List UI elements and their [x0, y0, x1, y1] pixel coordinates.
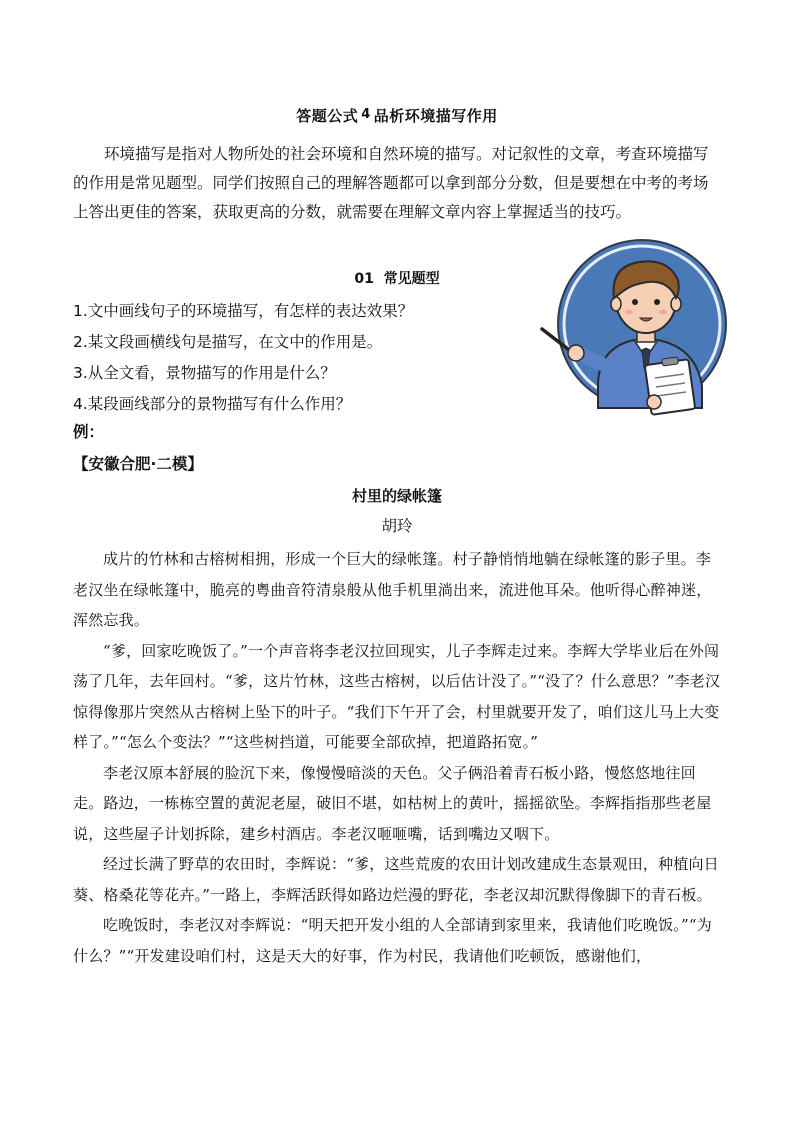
title-number: 4	[361, 107, 371, 122]
question-item: 2.某文段画横线句是描写，在文中的作用是。	[73, 333, 383, 351]
story-body	[73, 544, 723, 971]
question-item: 1.文中画线句子的环境描写，有怎样的表达效果？	[73, 302, 414, 320]
story-paragraph: “爹，回家吃晚饭了。”一个声音将李老汉拉回现实，儿子李辉走过来。李辉大学毕业后在外闯荡了几年，去年回村。“爹，这片竹林，这些古榕树，以后估计没了。”“没了？什么意思？”李老汉惊得像那片突然从古榕树上坠下的叶子。“我们下午开了会，村里就要开发了，咱们这儿马上大变样了。”“怎么个变法？”“这些树挡道，可能要全部砍掉，把道路拓宽。”	[73, 641, 721, 751]
story-paragraph: 吃晚饭时，李老汉对李辉说：“明天把开发小组的人全部请到家里来，我请他们吃晚饭。”“为什么？”“开发建设咱们村，这是天大的好事，作为村民，我请他们吃顿饭，感谢他们，	[73, 916, 712, 965]
section-heading: 01 常见题型	[354, 271, 440, 287]
question-item: 4.某段画线部分的景物描写有什么作用？	[73, 395, 352, 413]
story-paragraph: 成片的竹林和古榕树相拥，形成一个巨大的绿帐篷。村子静悄悄地躺在绿帐篷的影子里。李老汉坐在绿帐篷中，脆亮的粤曲音符清泉般从他手机里淌出来，流进他耳朵。他听得心醉神迷，浑然忘我。	[73, 550, 712, 629]
story-author: 胡玲	[381, 517, 413, 535]
title-main: 品析环境描写作用	[373, 107, 498, 125]
question-item: 3.从全文看，景物描写的作用是什么？	[73, 364, 336, 382]
intro-text: 环境描写是指对人物所处的社会环境和自然环境的描写。对记叙性的文章，考查环境描写的作用是常见题型。同学们按照自己的理解答题都可以拿到部分分数，但是要想在中考的考场上答出更佳的答案，获取更高的分数，就需要在理解文章内容上掌握适当的技巧。	[73, 145, 709, 221]
intro-paragraph	[73, 140, 723, 227]
story-paragraph: 李老汉原本舒展的脸沉下来，像慢慢暗淡的天色。父子俩沿着青石板小路，慢悠悠地往回走。路边，一栋栋空置的黄泥老屋，破旧不堪，如枯树上的黄叶，摇摇欲坠。李辉指指那些老屋说，这些屋子计划拆除，建乡村酒店。李老汉咂咂嘴，话到嘴边又咽下。	[73, 763, 712, 843]
question-list	[73, 296, 543, 420]
example-label: 例：	[73, 423, 105, 441]
title-prefix: 答题公式	[296, 107, 359, 125]
teacher-with-pointer-and-clipboard-icon	[536, 236, 732, 438]
story-paragraph: 经过长满了野草的农田时，李辉说：“爹，这些荒废的农田计划改建成生态景观田，种植向日葵、格桑花等花卉。”一路上，李辉活跃得如路边烂漫的野花，李老汉却沉默得像脚下的青石板。	[73, 855, 719, 904]
story-title: 村里的绿帐篷	[351, 487, 442, 505]
source-label: 【安徽合肥·二模】	[73, 455, 203, 473]
page-title	[0, 105, 794, 126]
